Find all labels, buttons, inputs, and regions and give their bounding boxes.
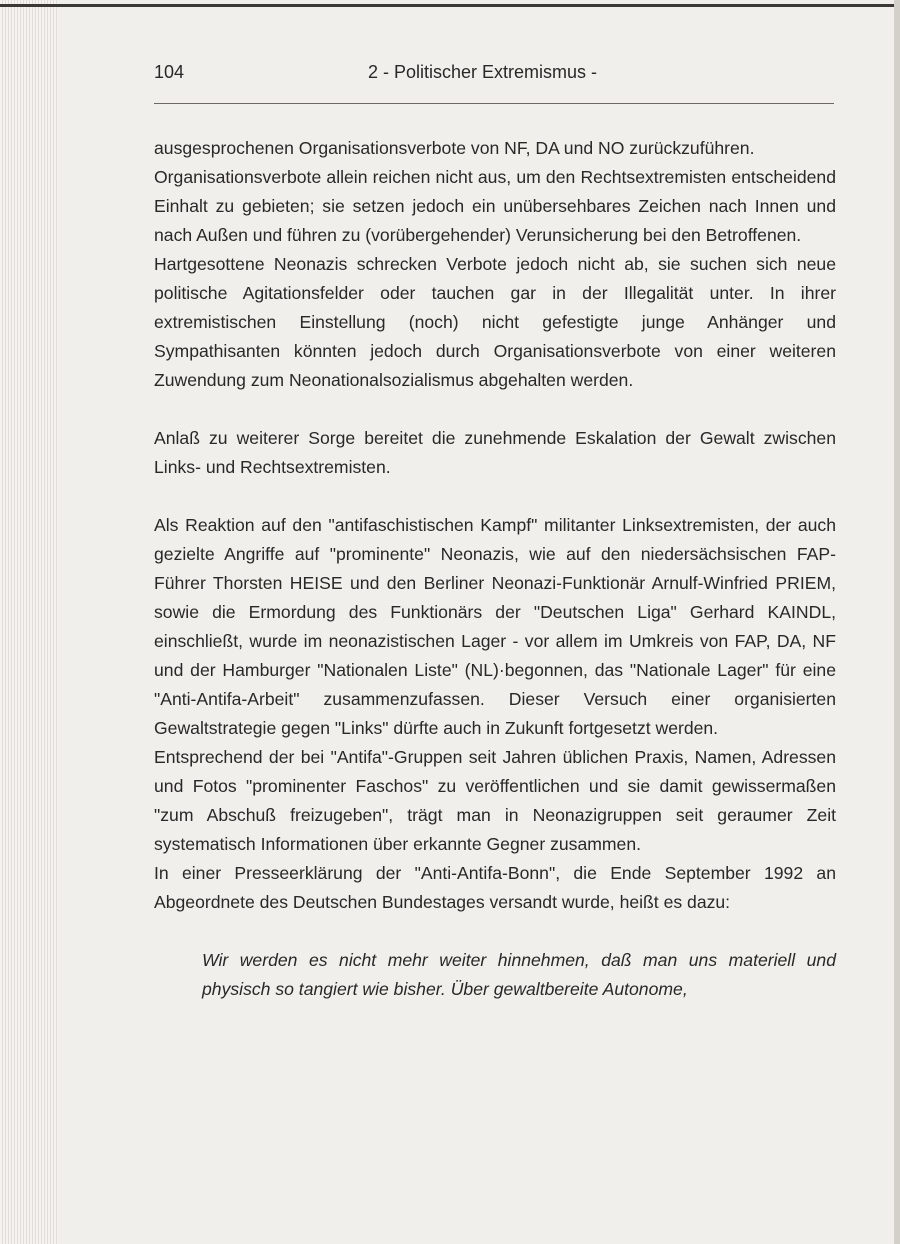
- top-border: [0, 4, 900, 7]
- paragraph: Anlaß zu weiterer Sorge bereitet die zunehmende Eskalation der Gewalt zwischen Links- und Rechtsextremisten.: [154, 428, 836, 477]
- block-quote: Wir werden es nicht mehr weiter hinnehmen, daß man uns materiell und physisch so tangiert wie bisher. Über gewaltbereite Autonome,: [202, 950, 836, 999]
- paragraph: Als Reaktion auf den "antifaschistischen Kampf" militanter Linksextremisten, der auch gezielte Angriffe auf "prominente" Neonazis, wie auf den niedersächsischen FAP-Führer Thorsten HEISE und den Berliner Neonazi-Funktionär Arnulf-Winfried PRIEM, sowie die Ermordung des Funktionärs der "Deutschen Liga" Gerhard KAINDL, einschließt, wurde im neonazistischen Lager - vor allem im Umkreis von FAP, DA, NF und der Hamburger "Nationalen Liste" (NL)·begonnen, das "Nationale Lager" für eine "Anti-Antifa-Arbeit" zusammenzufassen. Dieser Versuch einer organisierten Gewaltstrategie gegen "Links" dürfte auch in Zukunft fortgesetzt werden.: [154, 515, 836, 738]
- header-rule: [154, 103, 834, 104]
- page-edge-shading: [0, 0, 58, 1244]
- chapter-title: 2 - Politischer Extremismus -: [368, 62, 598, 82]
- paragraph: Organisationsverbote allein reichen nicht aus, um den Rechtsextremisten entscheidend Einhalt zu gebieten; sie setzen jedoch ein unübersehbares Zeichen nach Innen und nach Außen und führen zu (vorübergehender) Verunsicherung bei den Betroffenen.: [154, 167, 836, 245]
- paragraph: ausgesprochenen Organisationsverbote von NF, DA und NO zurückzuführen.: [154, 138, 755, 158]
- paragraph: Hartgesottene Neonazis schrecken Verbote jedoch nicht ab, sie suchen sich neue politische Agitationsfelder oder tauchen gar in der Illegalität unter. In ihrer extremistischen Einstellung (noch) nicht gefestigte junge Anhänger und Sympathisanten könnten jedoch durch Organisationsverbote von einer weiteren Zuwendung zum Neonationalsozialismus abgehalten werden.: [154, 254, 836, 390]
- paragraph: In einer Presseerklärung der "Anti-Antifa-Bonn", die Ende September 1992 an Abgeordnete des Deutschen Bundestages versandt wurde, heißt es dazu:: [154, 863, 836, 912]
- paragraph: Entsprechend der bei "Antifa"-Gruppen seit Jahren üblichen Praxis, Namen, Adressen und Fotos "prominenter Faschos" zu veröffentlichen und sie damit gewissermaßen "zum Abschuß freizugeben", trägt man in Neonazigruppen seit geraumer Zeit systematisch Informationen über erkannte Gegner zusammen.: [154, 747, 836, 854]
- body-text: [154, 134, 836, 1004]
- page-number: 104: [154, 62, 185, 82]
- running-head: [154, 62, 834, 90]
- right-border: [894, 0, 900, 1244]
